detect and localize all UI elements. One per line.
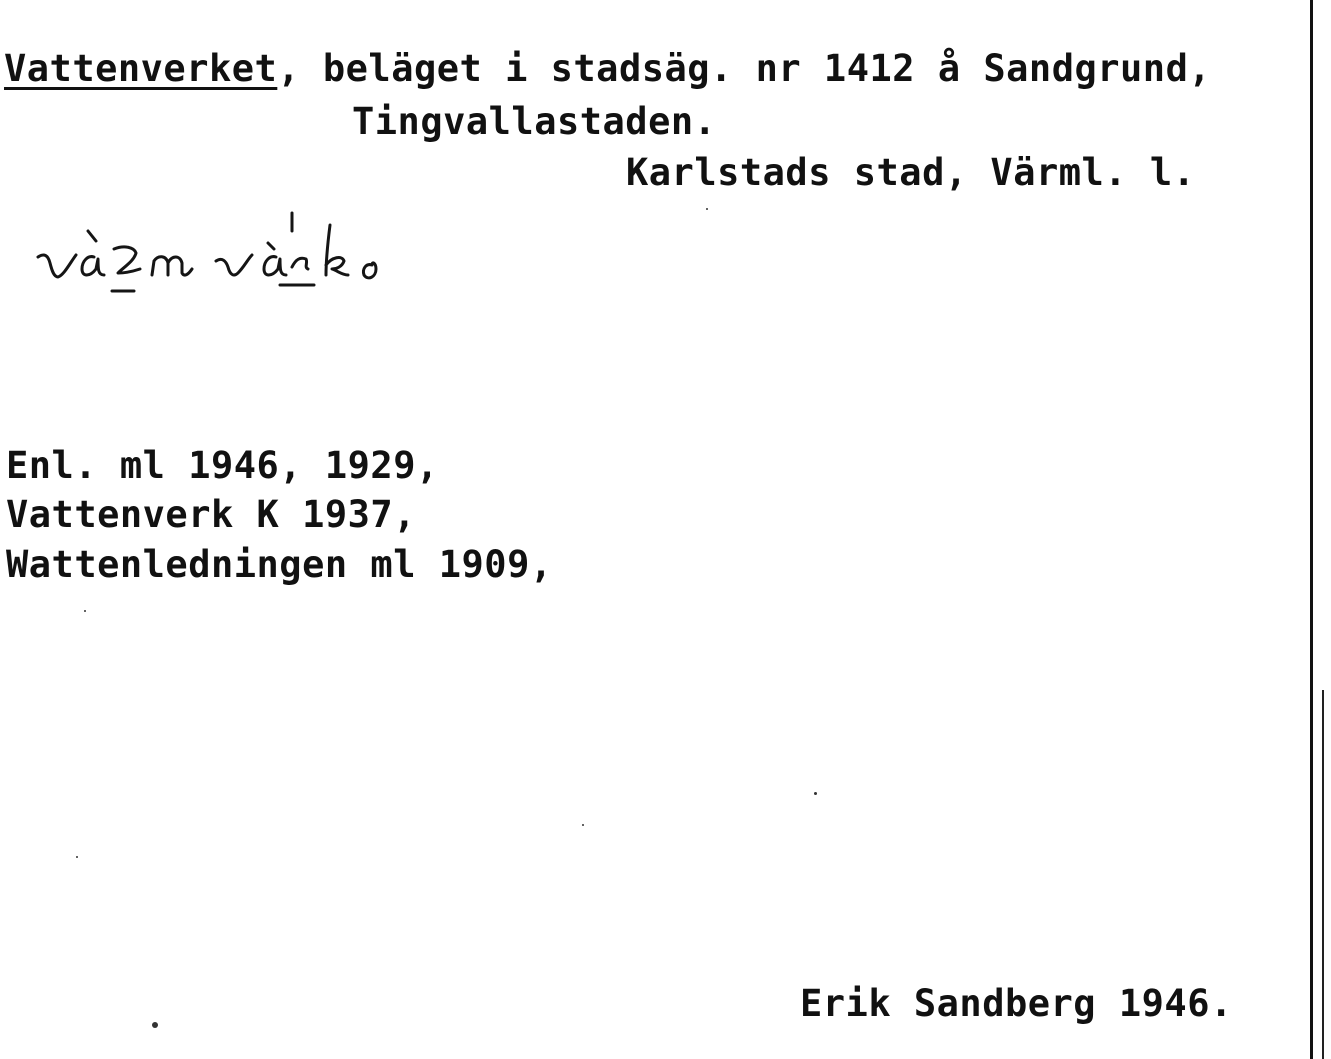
signature: Erik Sandberg 1946. — [800, 982, 1233, 1025]
location-line: Tingvallastaden. — [352, 100, 717, 143]
parish-line: Karlstads stad, Värml. l. — [626, 151, 1196, 194]
card-right-edge — [1310, 0, 1313, 1059]
card-right-edge-shadow — [1322, 690, 1324, 1059]
speck — [84, 610, 86, 612]
header-rest: , beläget i stadsäg. nr 1412 å Sandgrund, — [277, 47, 1212, 90]
speck — [152, 1022, 158, 1028]
source-line-1: Enl. ml 1946, 1929, — [6, 444, 439, 487]
speck — [814, 792, 817, 795]
handwritten-dialect-form — [30, 205, 570, 295]
speck — [582, 824, 584, 826]
source-line-2: Vattenverk K 1937, — [6, 493, 416, 536]
source-line-3: Wattenledningen ml 1909, — [6, 543, 553, 586]
headword: Vattenverket — [4, 47, 278, 90]
header-line — [4, 47, 1212, 90]
speck — [76, 856, 78, 858]
speck — [706, 208, 708, 210]
